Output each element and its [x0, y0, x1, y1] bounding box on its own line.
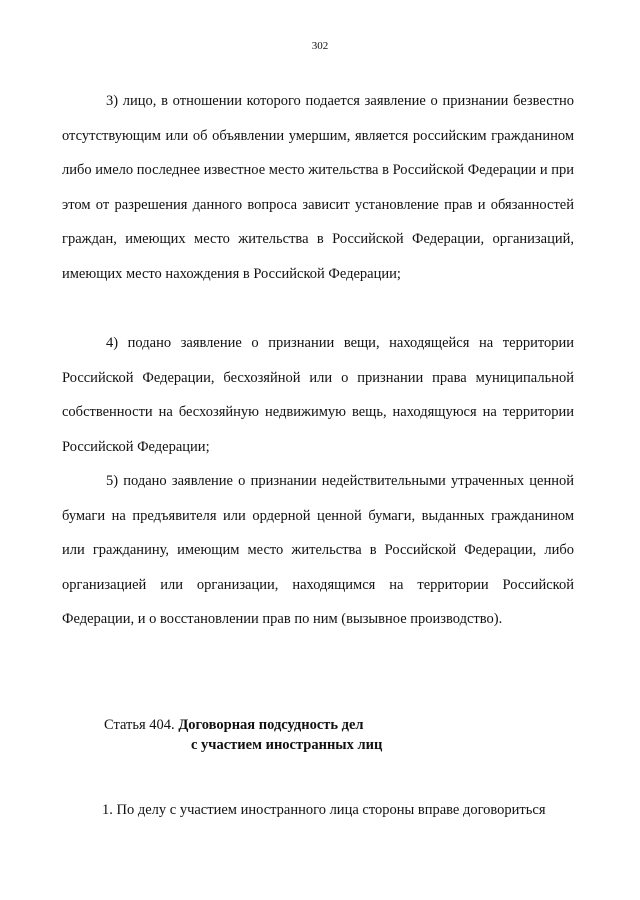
paragraph-item-5: 5) подано заявление о признании недействительными утраченных ценной бумаги на предъявителя или ордерной ценной бумаги, выданных гражданином или гражданину, имеющим место жительства в Российской Федерации, либо организацией или организации, находящимся на территории Российской Федерации, и о восстановлении прав по ним (вызывное производство).	[62, 473, 574, 628]
paragraph-item-3: 3) лицо, в отношении которого подается заявление о признании безвестно отсутствующим или об объявлении умершим, является российским гражданином либо имело последнее известное место жительства в Российской Федерации и при этом от разрешения данного вопроса зависит установление прав и обязанностей граждан, имеющих место жительства в Российской Федерации, организаций, имеющих место нахождения в Российской Федерации;	[62, 93, 574, 282]
page-number: 302	[311, 40, 329, 52]
paragraph-item-4: 4) подано заявление о признании вещи, находящейся на территории Российской Федерации, бесхозяйной или о признании права муниципальной собственности на бесхозяйную недвижимую вещь, находящуюся на территории Российской Федерации;	[62, 335, 574, 455]
article-number: Статья 404.	[104, 717, 175, 733]
article-heading	[104, 715, 564, 755]
paragraph-item-article-1: 1. По делу с участием иностранного лица стороны вправе договориться	[102, 802, 546, 818]
article-title-line-2: с участием иностранных лиц	[191, 737, 383, 753]
article-title-line-1: Договорная подсудность дел	[178, 717, 364, 733]
